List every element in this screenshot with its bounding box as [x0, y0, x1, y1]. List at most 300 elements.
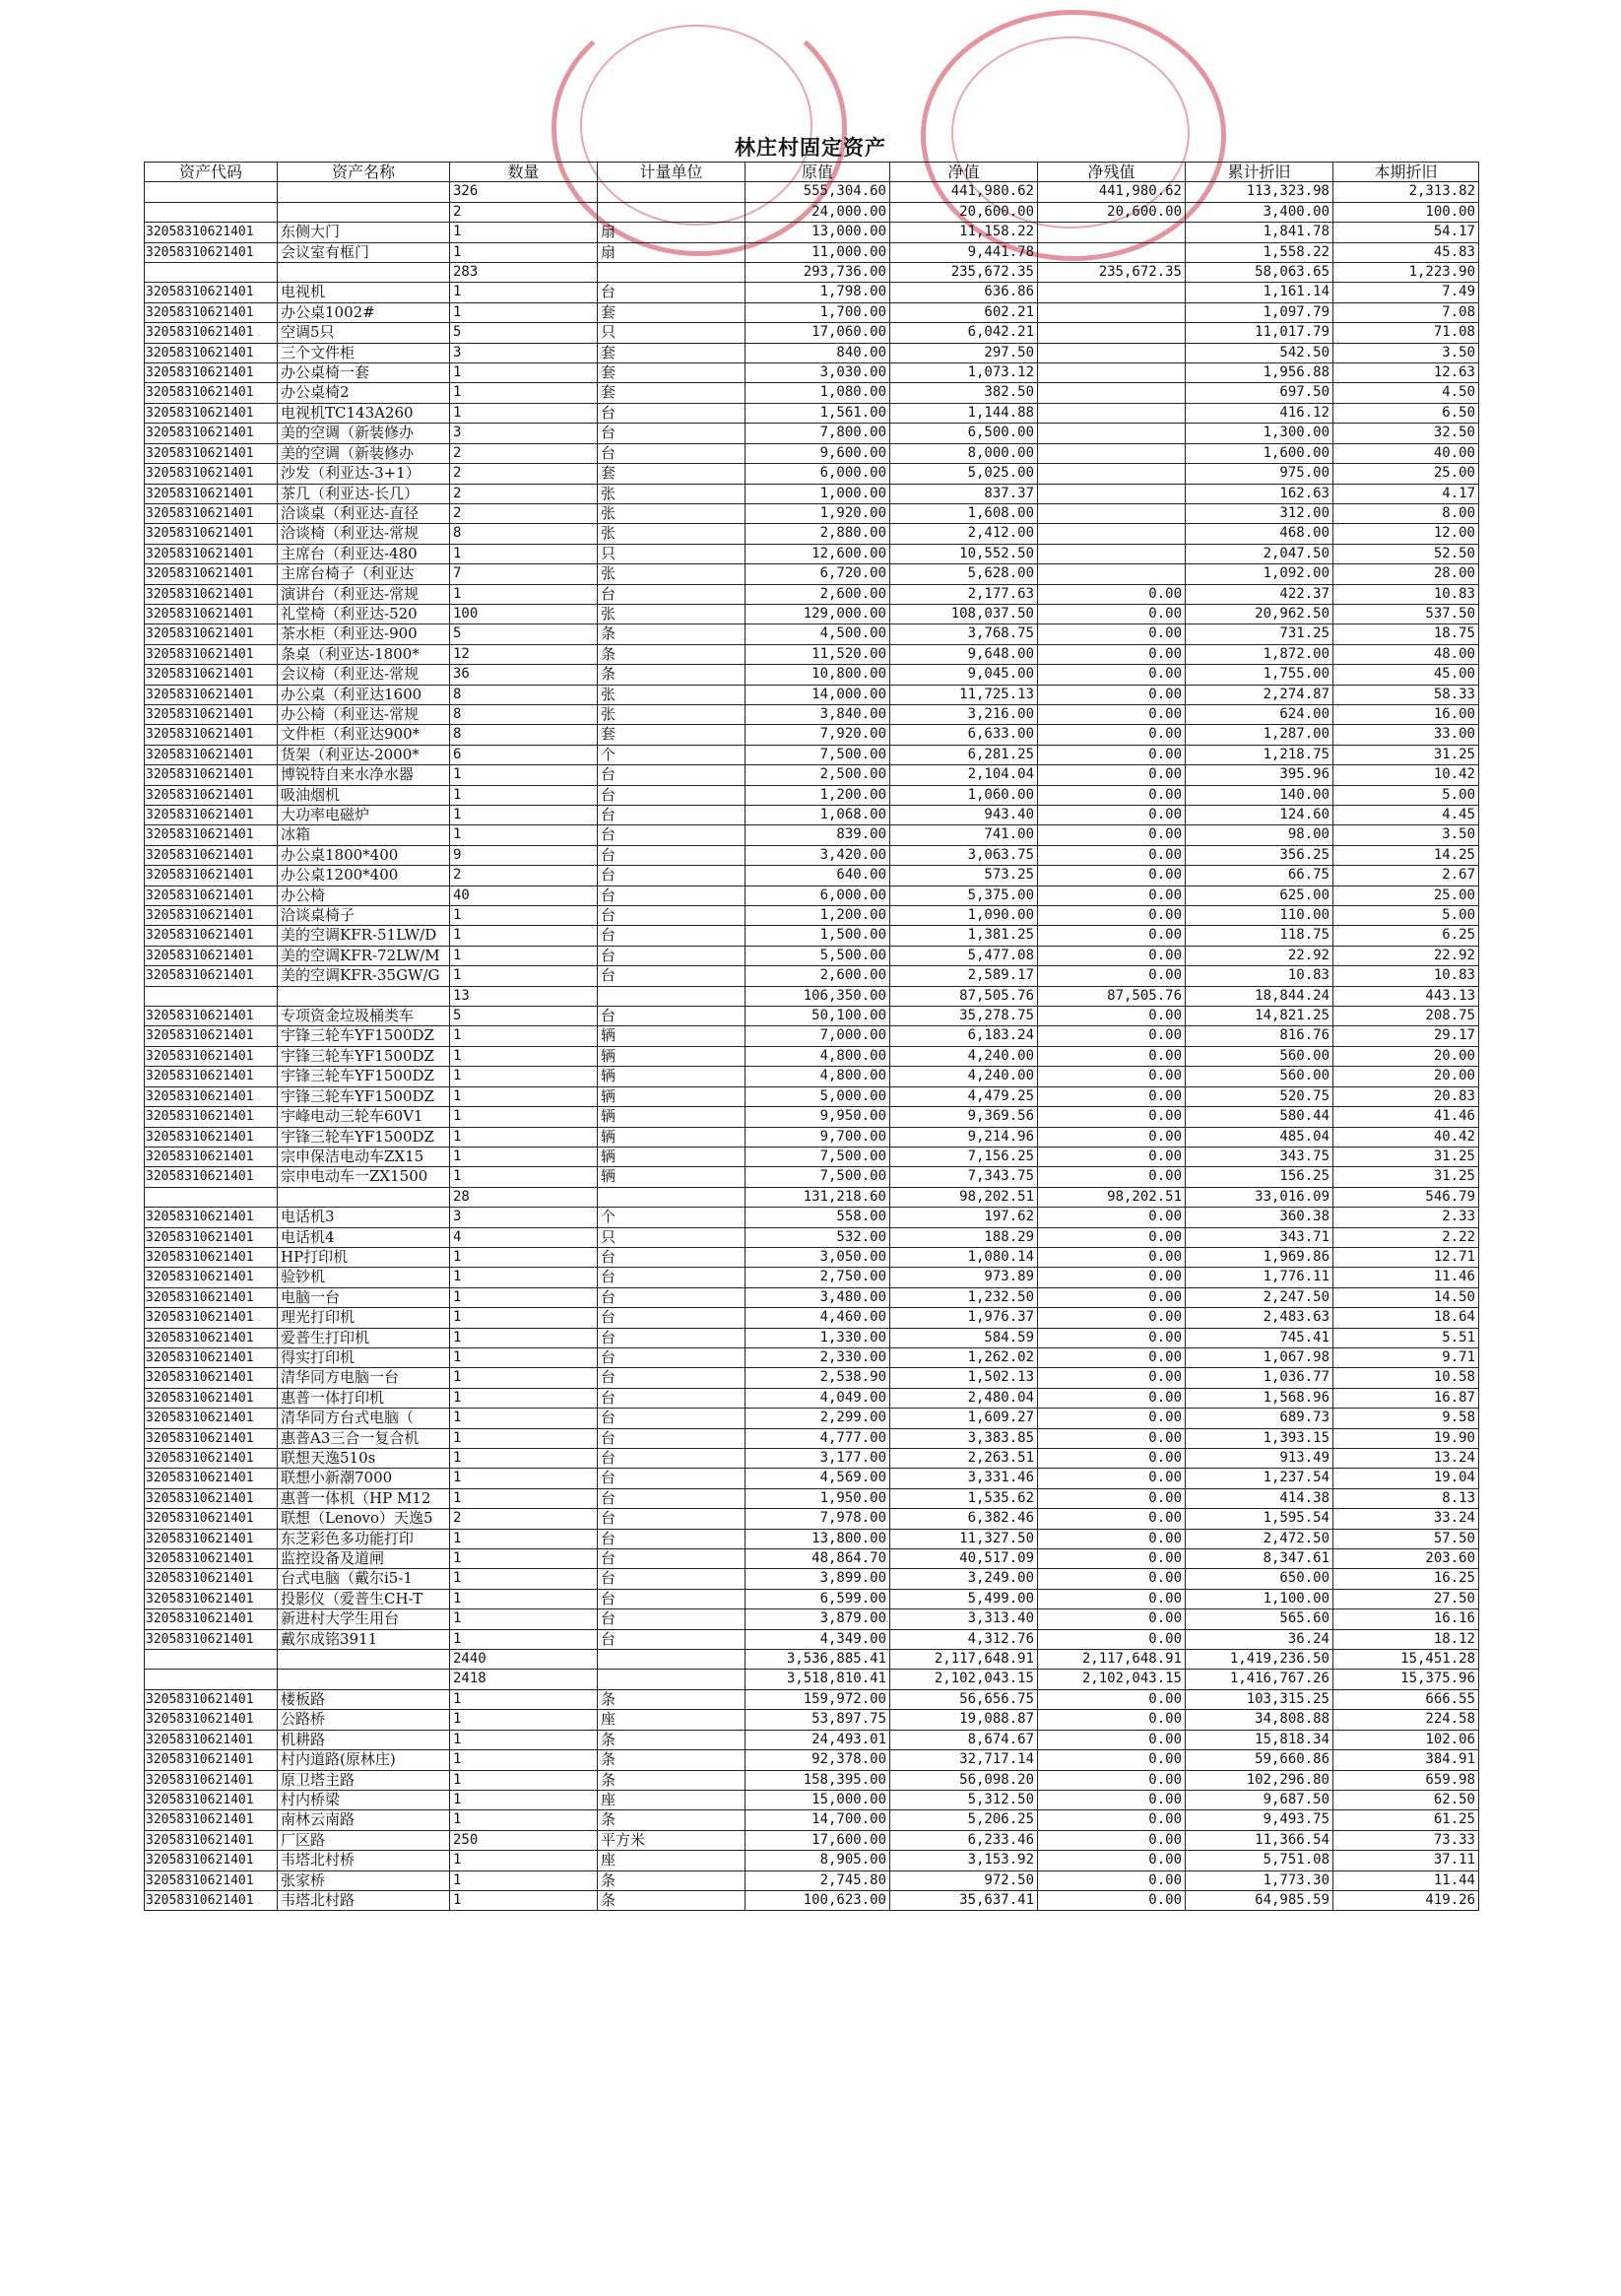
quantity-cell: 36: [450, 665, 598, 685]
unit-cell: 台: [598, 1287, 746, 1307]
asset-name-cell: 联想天逸510s: [278, 1449, 450, 1469]
quantity-cell: 2: [450, 1509, 598, 1529]
quantity-cell: 1: [450, 906, 598, 926]
net-value-cell: 2,177.63: [890, 584, 1038, 604]
residual-value-cell: 0.00: [1038, 584, 1186, 604]
quantity-cell: 1: [450, 363, 598, 383]
asset-name-cell: 冰箱: [278, 825, 450, 845]
unit-cell: 张: [598, 604, 746, 623]
period-depreciation-cell: 2,313.82: [1333, 182, 1479, 202]
residual-value-cell: 235,672.35: [1038, 263, 1186, 283]
period-depreciation-cell: 3.50: [1333, 825, 1479, 845]
period-depreciation-cell: 33.24: [1333, 1509, 1479, 1529]
unit-cell: 条: [598, 1870, 746, 1890]
accumulated-depreciation-cell: 422.37: [1186, 584, 1333, 604]
net-value-cell: 1,060.00: [890, 785, 1038, 805]
asset-name-cell: 楼板路: [278, 1689, 450, 1709]
period-depreciation-cell: 11.44: [1333, 1870, 1479, 1890]
asset-name-cell: 条桌（利亚达-1800*: [278, 644, 450, 664]
original-value-cell: 50,100.00: [746, 1007, 890, 1026]
net-value-cell: 6,281.25: [890, 745, 1038, 764]
accumulated-depreciation-cell: 9,493.75: [1186, 1810, 1333, 1830]
asset-name-cell: 大功率电磁炉: [278, 806, 450, 825]
unit-cell: 台: [598, 1368, 746, 1388]
residual-value-cell: 0.00: [1038, 1287, 1186, 1307]
original-value-cell: 17,060.00: [746, 323, 890, 343]
asset-name-cell: 张家桥: [278, 1870, 450, 1890]
table-row: [145, 1007, 1479, 1026]
asset-name-cell: 宇峰电动三轮车60V1: [278, 1107, 450, 1127]
table-row: [145, 1409, 1479, 1428]
asset-code-cell: 32058310621401: [145, 845, 278, 865]
table-row: [145, 1750, 1479, 1770]
residual-value-cell: [1038, 403, 1186, 423]
table-row: [145, 845, 1479, 865]
asset-name-cell: [278, 1670, 450, 1689]
net-value-cell: 6,633.00: [890, 725, 1038, 745]
residual-value-cell: 0.00: [1038, 1870, 1186, 1890]
table-row: [145, 1770, 1479, 1790]
asset-name-cell: 美的空调KFR-51LW/D: [278, 926, 450, 946]
period-depreciation-cell: 4.17: [1333, 484, 1479, 503]
net-value-cell: 1,262.02: [890, 1347, 1038, 1367]
original-value-cell: 11,000.00: [746, 242, 890, 262]
period-depreciation-cell: 33.00: [1333, 725, 1479, 745]
period-depreciation-cell: 384.91: [1333, 1750, 1479, 1770]
asset-code-cell: 32058310621401: [145, 806, 278, 825]
asset-name-cell: 礼堂椅（利亚达-520: [278, 604, 450, 623]
accumulated-depreciation-cell: 22.92: [1186, 946, 1333, 965]
original-value-cell: 1,330.00: [746, 1328, 890, 1347]
unit-cell: 套: [598, 302, 746, 322]
original-value-cell: 1,920.00: [746, 503, 890, 523]
asset-name-cell: [278, 263, 450, 283]
original-value-cell: 24,000.00: [746, 202, 890, 222]
original-value-cell: 640.00: [746, 866, 890, 886]
residual-value-cell: 0.00: [1038, 845, 1186, 865]
asset-code-cell: 32058310621401: [145, 745, 278, 764]
asset-code-cell: 32058310621401: [145, 685, 278, 704]
quantity-cell: 1: [450, 1428, 598, 1448]
period-depreciation-cell: 2.22: [1333, 1227, 1479, 1247]
unit-cell: 台: [598, 1549, 746, 1569]
net-value-cell: 1,090.00: [890, 906, 1038, 926]
asset-name-cell: 沙发（利亚达-3+1）: [278, 464, 450, 484]
asset-code-cell: 32058310621401: [145, 1328, 278, 1347]
original-value-cell: 293,736.00: [746, 263, 890, 283]
quantity-cell: 8: [450, 524, 598, 544]
residual-value-cell: [1038, 283, 1186, 302]
asset-code-cell: 32058310621401: [145, 283, 278, 302]
unit-cell: 台: [598, 1529, 746, 1548]
table-row: [145, 1629, 1479, 1649]
period-depreciation-cell: 27.50: [1333, 1589, 1479, 1608]
original-value-cell: 3,030.00: [746, 363, 890, 383]
quantity-cell: 1: [450, 283, 598, 302]
residual-value-cell: 0.00: [1038, 765, 1186, 785]
original-value-cell: 1,200.00: [746, 785, 890, 805]
period-depreciation-cell: 19.04: [1333, 1469, 1479, 1488]
original-value-cell: 5,500.00: [746, 946, 890, 965]
unit-cell: 条: [598, 1730, 746, 1749]
asset-name-cell: 南林云南路: [278, 1810, 450, 1830]
asset-name-cell: 村内桥梁: [278, 1790, 450, 1809]
residual-value-cell: 0.00: [1038, 604, 1186, 623]
period-depreciation-cell: 37.11: [1333, 1851, 1479, 1870]
asset-name-cell: 宇锋三轮车YF1500DZ: [278, 1046, 450, 1066]
period-depreciation-cell: 7.08: [1333, 302, 1479, 322]
unit-cell: 台: [598, 1449, 746, 1469]
quantity-cell: 1: [450, 1328, 598, 1347]
net-value-cell: 7,343.75: [890, 1167, 1038, 1187]
accumulated-depreciation-cell: 1,097.79: [1186, 302, 1333, 322]
residual-value-cell: 87,505.76: [1038, 986, 1186, 1006]
unit-cell: 座: [598, 1710, 746, 1730]
table-row: [145, 383, 1479, 403]
asset-code-cell: 32058310621401: [145, 1388, 278, 1408]
unit-cell: 辆: [598, 1147, 746, 1166]
asset-name-cell: 美的空调KFR-72LW/M: [278, 946, 450, 965]
asset-code-cell: [145, 202, 278, 222]
table-body: [145, 182, 1479, 1911]
asset-code-cell: 32058310621401: [145, 1046, 278, 1066]
unit-cell: 张: [598, 564, 746, 584]
residual-value-cell: 0.00: [1038, 1328, 1186, 1347]
table-row: [145, 484, 1479, 503]
residual-value-cell: 0.00: [1038, 624, 1186, 644]
original-value-cell: 3,899.00: [746, 1569, 890, 1589]
quantity-cell: 1: [450, 403, 598, 423]
net-value-cell: 1,080.14: [890, 1247, 1038, 1267]
net-value-cell: 5,312.50: [890, 1790, 1038, 1809]
residual-value-cell: 0.00: [1038, 1710, 1186, 1730]
accumulated-depreciation-cell: 520.75: [1186, 1086, 1333, 1106]
period-depreciation-cell: 31.25: [1333, 745, 1479, 764]
period-depreciation-cell: 5.51: [1333, 1328, 1479, 1347]
asset-name-cell: 空调5只: [278, 323, 450, 343]
quantity-cell: 3: [450, 424, 598, 443]
accumulated-depreciation-cell: 2,483.63: [1186, 1308, 1333, 1328]
residual-value-cell: 0.00: [1038, 1368, 1186, 1388]
period-depreciation-cell: 41.46: [1333, 1107, 1479, 1127]
original-value-cell: 129,000.00: [746, 604, 890, 623]
quantity-cell: 1: [450, 765, 598, 785]
original-value-cell: 9,950.00: [746, 1107, 890, 1127]
asset-code-cell: [145, 1650, 278, 1670]
original-value-cell: 7,000.00: [746, 1026, 890, 1046]
asset-name-cell: 洽谈桌椅子: [278, 906, 450, 926]
asset-code-cell: 32058310621401: [145, 524, 278, 544]
accumulated-depreciation-cell: 1,416,767.26: [1186, 1670, 1333, 1689]
net-value-cell: 5,628.00: [890, 564, 1038, 584]
unit-cell: 套: [598, 383, 746, 403]
asset-code-cell: 32058310621401: [145, 484, 278, 503]
original-value-cell: 4,460.00: [746, 1308, 890, 1328]
period-depreciation-cell: 659.98: [1333, 1770, 1479, 1790]
accumulated-depreciation-cell: 1,841.78: [1186, 223, 1333, 242]
net-value-cell: 87,505.76: [890, 986, 1038, 1006]
asset-code-cell: 32058310621401: [145, 1469, 278, 1488]
period-depreciation-cell: 546.79: [1333, 1187, 1479, 1207]
residual-value-cell: 0.00: [1038, 644, 1186, 664]
residual-value-cell: 0.00: [1038, 1347, 1186, 1367]
residual-value-cell: [1038, 443, 1186, 463]
residual-value-cell: 0.00: [1038, 1589, 1186, 1608]
residual-value-cell: [1038, 464, 1186, 484]
accumulated-depreciation-cell: 468.00: [1186, 524, 1333, 544]
accumulated-depreciation-cell: 1,161.14: [1186, 283, 1333, 302]
original-value-cell: 7,500.00: [746, 1147, 890, 1166]
table-row: [145, 564, 1479, 584]
unit-cell: 台: [598, 1247, 746, 1267]
asset-code-cell: 32058310621401: [145, 1287, 278, 1307]
quantity-cell: 1: [450, 1167, 598, 1187]
period-depreciation-cell: 7.49: [1333, 283, 1479, 302]
quantity-cell: 250: [450, 1830, 598, 1850]
quantity-cell: 1: [450, 223, 598, 242]
asset-code-cell: 32058310621401: [145, 785, 278, 805]
net-value-cell: 35,278.75: [890, 1007, 1038, 1026]
table-row: [145, 1670, 1479, 1689]
asset-code-cell: 32058310621401: [145, 343, 278, 362]
quantity-cell: 1: [450, 584, 598, 604]
period-depreciation-cell: 73.33: [1333, 1830, 1479, 1850]
table-row: [145, 604, 1479, 623]
net-value-cell: 3,331.46: [890, 1469, 1038, 1488]
residual-value-cell: 0.00: [1038, 1208, 1186, 1227]
original-value-cell: 15,000.00: [746, 1790, 890, 1809]
quantity-cell: 2418: [450, 1670, 598, 1689]
original-value-cell: 92,378.00: [746, 1750, 890, 1770]
quantity-cell: 1: [450, 1730, 598, 1749]
unit-cell: 条: [598, 1750, 746, 1770]
accumulated-depreciation-cell: 360.38: [1186, 1208, 1333, 1227]
period-depreciation-cell: 12.00: [1333, 524, 1479, 544]
unit-cell: 台: [598, 1569, 746, 1589]
accumulated-depreciation-cell: 1,237.54: [1186, 1469, 1333, 1488]
table-row: [145, 1870, 1479, 1890]
header-accumulated-depreciation: 累计折旧: [1186, 163, 1333, 182]
accumulated-depreciation-cell: 1,300.00: [1186, 424, 1333, 443]
period-depreciation-cell: 18.75: [1333, 624, 1479, 644]
accumulated-depreciation-cell: 2,047.50: [1186, 544, 1333, 563]
original-value-cell: 106,350.00: [746, 986, 890, 1006]
accumulated-depreciation-cell: 64,985.59: [1186, 1890, 1333, 1910]
table-row: [145, 866, 1479, 886]
residual-value-cell: 0.00: [1038, 825, 1186, 845]
unit-cell: 条: [598, 624, 746, 644]
asset-code-cell: 32058310621401: [145, 1851, 278, 1870]
table-row: [145, 644, 1479, 664]
original-value-cell: 4,049.00: [746, 1388, 890, 1408]
asset-name-cell: [278, 182, 450, 202]
asset-name-cell: 监控设备及道闸: [278, 1549, 450, 1569]
original-value-cell: 2,880.00: [746, 524, 890, 544]
table-row: [145, 1347, 1479, 1367]
period-depreciation-cell: 8.13: [1333, 1488, 1479, 1508]
asset-name-cell: 惠普一体打印机: [278, 1388, 450, 1408]
period-depreciation-cell: 61.25: [1333, 1810, 1479, 1830]
asset-code-cell: 32058310621401: [145, 1549, 278, 1569]
table-row: [145, 1469, 1479, 1488]
asset-code-cell: 32058310621401: [145, 825, 278, 845]
net-value-cell: 741.00: [890, 825, 1038, 845]
asset-code-cell: [145, 986, 278, 1006]
original-value-cell: 4,569.00: [746, 1469, 890, 1488]
asset-code-cell: 32058310621401: [145, 1449, 278, 1469]
asset-name-cell: 办公桌（利亚达1600: [278, 685, 450, 704]
asset-name-cell: [278, 1187, 450, 1207]
accumulated-depreciation-cell: 58,063.65: [1186, 263, 1333, 283]
asset-name-cell: 联想（Lenovo）天逸5: [278, 1509, 450, 1529]
table-row: [145, 363, 1479, 383]
unit-cell: 辆: [598, 1127, 746, 1147]
unit-cell: 条: [598, 665, 746, 685]
residual-value-cell: 0.00: [1038, 1428, 1186, 1448]
accumulated-depreciation-cell: 356.25: [1186, 845, 1333, 865]
quantity-cell: 1: [450, 1609, 598, 1629]
quantity-cell: 1: [450, 1549, 598, 1569]
original-value-cell: 3,420.00: [746, 845, 890, 865]
asset-name-cell: 电脑一台: [278, 1287, 450, 1307]
asset-code-cell: 32058310621401: [145, 1409, 278, 1428]
original-value-cell: 3,879.00: [746, 1609, 890, 1629]
net-value-cell: 1,073.12: [890, 363, 1038, 383]
accumulated-depreciation-cell: 580.44: [1186, 1107, 1333, 1127]
table-row: [145, 1147, 1479, 1166]
asset-name-cell: 村内道路(原林庄): [278, 1750, 450, 1770]
residual-value-cell: 0.00: [1038, 1689, 1186, 1709]
asset-name-cell: 文件柜（利亚达900*: [278, 725, 450, 745]
period-depreciation-cell: 40.00: [1333, 443, 1479, 463]
asset-name-cell: 办公椅（利亚达-常规: [278, 704, 450, 724]
net-value-cell: 1,502.13: [890, 1368, 1038, 1388]
period-depreciation-cell: 8.00: [1333, 503, 1479, 523]
accumulated-depreciation-cell: 5,751.08: [1186, 1851, 1333, 1870]
period-depreciation-cell: 10.83: [1333, 584, 1479, 604]
original-value-cell: 3,840.00: [746, 704, 890, 724]
net-value-cell: 19,088.87: [890, 1710, 1038, 1730]
period-depreciation-cell: 20.00: [1333, 1067, 1479, 1086]
table-row: [145, 403, 1479, 423]
asset-code-cell: 32058310621401: [145, 1026, 278, 1046]
quantity-cell: 1: [450, 1247, 598, 1267]
original-value-cell: 839.00: [746, 825, 890, 845]
table-row: [145, 1790, 1479, 1809]
period-depreciation-cell: 20.83: [1333, 1086, 1479, 1106]
accumulated-depreciation-cell: 140.00: [1186, 785, 1333, 805]
unit-cell: [598, 986, 746, 1006]
accumulated-depreciation-cell: 8,347.61: [1186, 1549, 1333, 1569]
net-value-cell: 8,674.67: [890, 1730, 1038, 1749]
asset-code-cell: 32058310621401: [145, 1509, 278, 1529]
residual-value-cell: 0.00: [1038, 1147, 1186, 1166]
original-value-cell: 2,745.80: [746, 1870, 890, 1890]
period-depreciation-cell: 25.00: [1333, 464, 1479, 484]
table-row: [145, 1589, 1479, 1608]
net-value-cell: 5,477.08: [890, 946, 1038, 965]
accumulated-depreciation-cell: 98.00: [1186, 825, 1333, 845]
asset-name-cell: 宇锋三轮车YF1500DZ: [278, 1026, 450, 1046]
table-row: [145, 1851, 1479, 1870]
period-depreciation-cell: 9.58: [1333, 1409, 1479, 1428]
asset-name-cell: 电视机: [278, 283, 450, 302]
table-row: [145, 1488, 1479, 1508]
period-depreciation-cell: 16.25: [1333, 1569, 1479, 1589]
net-value-cell: 2,480.04: [890, 1388, 1038, 1408]
asset-code-cell: 32058310621401: [145, 1589, 278, 1608]
accumulated-depreciation-cell: 624.00: [1186, 704, 1333, 724]
asset-name-cell: 宗申电动车一ZX1500: [278, 1167, 450, 1187]
quantity-cell: 1: [450, 383, 598, 403]
quantity-cell: 326: [450, 182, 598, 202]
asset-code-cell: 32058310621401: [145, 765, 278, 785]
residual-value-cell: 0.00: [1038, 1529, 1186, 1548]
header-quantity: 数量: [450, 163, 598, 182]
asset-name-cell: 台式电脑（戴尔i5-1: [278, 1569, 450, 1589]
original-value-cell: 1,950.00: [746, 1488, 890, 1508]
asset-name-cell: 主席台（利亚达-480: [278, 544, 450, 563]
period-depreciation-cell: 16.16: [1333, 1609, 1479, 1629]
period-depreciation-cell: 5.00: [1333, 785, 1479, 805]
asset-code-cell: 32058310621401: [145, 1368, 278, 1388]
quantity-cell: 1: [450, 946, 598, 965]
residual-value-cell: [1038, 564, 1186, 584]
asset-name-cell: 爱普生打印机: [278, 1328, 450, 1347]
net-value-cell: 2,104.04: [890, 765, 1038, 785]
asset-name-cell: 办公桌1800*400: [278, 845, 450, 865]
header-unit: 计量单位: [598, 163, 746, 182]
original-value-cell: 6,000.00: [746, 886, 890, 905]
net-value-cell: 2,412.00: [890, 524, 1038, 544]
residual-value-cell: 0.00: [1038, 1509, 1186, 1529]
original-value-cell: 7,920.00: [746, 725, 890, 745]
residual-value-cell: 0.00: [1038, 1247, 1186, 1267]
accumulated-depreciation-cell: 312.00: [1186, 503, 1333, 523]
table-row: [145, 1830, 1479, 1850]
accumulated-depreciation-cell: 1,393.15: [1186, 1428, 1333, 1448]
unit-cell: 张: [598, 524, 746, 544]
net-value-cell: 3,313.40: [890, 1609, 1038, 1629]
unit-cell: 台: [598, 1007, 746, 1026]
accumulated-depreciation-cell: 18,844.24: [1186, 986, 1333, 1006]
table-row: [145, 685, 1479, 704]
unit-cell: 个: [598, 1208, 746, 1227]
quantity-cell: 1: [450, 1851, 598, 1870]
period-depreciation-cell: 16.00: [1333, 704, 1479, 724]
table-row: [145, 1609, 1479, 1629]
residual-value-cell: 0.00: [1038, 966, 1186, 986]
net-value-cell: 108,037.50: [890, 604, 1038, 623]
quantity-cell: 28: [450, 1187, 598, 1207]
net-value-cell: 382.50: [890, 383, 1038, 403]
period-depreciation-cell: 419.26: [1333, 1890, 1479, 1910]
net-value-cell: 9,369.56: [890, 1107, 1038, 1127]
original-value-cell: 1,700.00: [746, 302, 890, 322]
accumulated-depreciation-cell: 731.25: [1186, 624, 1333, 644]
table-row: [145, 1890, 1479, 1910]
asset-name-cell: 主席台椅子（利亚达: [278, 564, 450, 584]
asset-name-cell: 会议椅（利亚达-常规: [278, 665, 450, 685]
residual-value-cell: 0.00: [1038, 1488, 1186, 1508]
net-value-cell: 602.21: [890, 302, 1038, 322]
asset-code-cell: 32058310621401: [145, 1308, 278, 1328]
asset-name-cell: 办公桌椅一套: [278, 363, 450, 383]
net-value-cell: 1,609.27: [890, 1409, 1038, 1428]
residual-value-cell: 0.00: [1038, 1609, 1186, 1629]
net-value-cell: 4,479.25: [890, 1086, 1038, 1106]
unit-cell: [598, 1650, 746, 1670]
